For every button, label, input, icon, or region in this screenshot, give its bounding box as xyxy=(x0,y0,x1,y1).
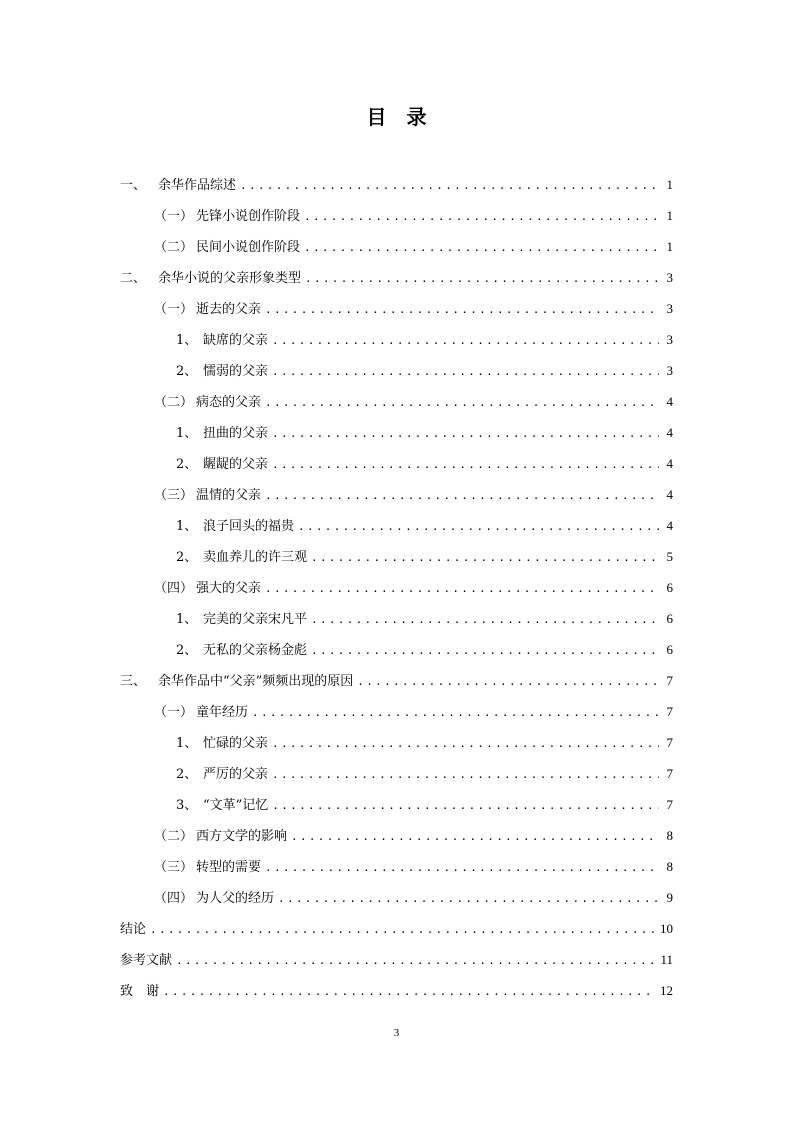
toc-entry-number: 2、 xyxy=(176,364,198,379)
toc-entry[interactable] xyxy=(120,944,673,975)
toc-entry-number: 3、 xyxy=(176,798,198,813)
toc-entry-page: 7 xyxy=(666,766,673,781)
toc-entry[interactable] xyxy=(120,913,673,944)
toc-entry-page: 7 xyxy=(666,704,673,719)
toc-dot-leader xyxy=(278,883,659,914)
toc-entry-text: 致 谢 xyxy=(120,984,160,999)
page-title xyxy=(0,101,793,130)
toc-entry-number: 2、 xyxy=(176,550,198,565)
toc-dot-leader xyxy=(272,418,659,449)
toc-entry-text: 逝去的父亲 xyxy=(196,302,262,317)
toc-entry-text: 转型的需要 xyxy=(196,860,262,875)
toc-entry-page: 1 xyxy=(666,177,673,192)
toc-entry-number: 1、 xyxy=(176,519,198,534)
toc-entry[interactable] xyxy=(120,789,673,820)
toc-entry[interactable] xyxy=(120,727,673,758)
toc-dot-leader xyxy=(265,480,659,511)
toc-entry-page: 10 xyxy=(660,921,673,936)
toc-entry-text: “文革”记忆 xyxy=(203,798,269,813)
toc-dot-leader xyxy=(305,263,659,294)
toc-entry[interactable] xyxy=(120,696,673,727)
toc-entry-page: 6 xyxy=(666,611,673,626)
toc-entry-page: 6 xyxy=(666,580,673,595)
toc-entry[interactable] xyxy=(120,572,673,603)
toc-entry[interactable] xyxy=(120,169,673,200)
toc-entry[interactable] xyxy=(120,603,673,634)
toc-entry-text: 民间小说创作阶段 xyxy=(196,240,301,255)
toc-entry[interactable] xyxy=(120,417,673,448)
toc-entry-page: 9 xyxy=(666,890,673,905)
toc-dot-leader xyxy=(163,976,656,1007)
toc-entry-number: （一） xyxy=(154,209,194,224)
toc-entry-text: 卖血养儿的许三观 xyxy=(203,550,308,565)
toc-entry[interactable] xyxy=(120,634,673,665)
toc-entry-page: 4 xyxy=(666,487,673,502)
toc-entry-number: 1、 xyxy=(176,426,198,441)
toc-entry-text: 缺席的父亲 xyxy=(203,333,269,348)
toc-dot-leader xyxy=(265,573,659,604)
toc-dot-leader xyxy=(272,325,659,356)
toc-entry-text: 余华小说的父亲形象类型 xyxy=(158,271,302,286)
toc-entry-page: 7 xyxy=(666,735,673,750)
toc-entry-number: 1、 xyxy=(176,736,198,751)
toc-entry-page: 5 xyxy=(666,549,673,564)
toc-entry-text: 参考文献 xyxy=(120,953,173,968)
toc-entry[interactable] xyxy=(120,882,673,913)
toc-dot-leader xyxy=(304,201,659,232)
toc-entry-number: 2、 xyxy=(176,643,198,658)
toc-entry-number: （二） xyxy=(154,829,194,844)
toc-dot-leader xyxy=(272,759,659,790)
toc-entry-page: 4 xyxy=(666,518,673,533)
title-char-1: 目 xyxy=(366,105,387,129)
toc-entry[interactable] xyxy=(120,975,673,1006)
toc-entry-page: 4 xyxy=(666,456,673,471)
toc-entry[interactable] xyxy=(120,541,673,572)
toc-entry-text: 强大的父亲 xyxy=(196,581,262,596)
toc-dot-leader xyxy=(357,666,659,697)
toc-entry-number: 1、 xyxy=(176,333,198,348)
toc-dot-leader xyxy=(150,914,656,945)
toc-entry-page: 8 xyxy=(666,859,673,874)
toc-dot-leader xyxy=(311,542,659,573)
toc-entry-number: （四） xyxy=(154,891,194,906)
toc-entry-page: 3 xyxy=(666,270,673,285)
toc-entry-page: 4 xyxy=(666,425,673,440)
toc-entry-page: 1 xyxy=(666,208,673,223)
page-number: 3 xyxy=(393,1027,400,1039)
toc-entry-number: 2、 xyxy=(176,457,198,472)
toc-entry-text: 余华作品中“父亲”频频出现的原因 xyxy=(158,674,354,689)
toc-entry-text: 浪子回头的福贵 xyxy=(203,519,295,534)
toc-entry[interactable] xyxy=(120,200,673,231)
toc-entry-page: 3 xyxy=(666,332,673,347)
toc-entry-text: 西方文学的影响 xyxy=(196,829,288,844)
toc-entry[interactable] xyxy=(120,293,673,324)
toc-entry-page: 8 xyxy=(666,828,673,843)
toc-entry[interactable] xyxy=(120,851,673,882)
toc-entry-number: （二） xyxy=(154,240,194,255)
toc-dot-leader xyxy=(240,170,659,201)
toc-entry-number: （四） xyxy=(154,581,194,596)
toc-dot-leader xyxy=(272,356,659,387)
toc-dot-leader xyxy=(272,449,659,480)
toc-entry-text: 龌龊的父亲 xyxy=(203,457,269,472)
toc-dot-leader xyxy=(311,604,659,635)
toc-dot-leader xyxy=(291,821,659,852)
toc-entry-page: 1 xyxy=(666,239,673,254)
toc-entry[interactable] xyxy=(120,510,673,541)
toc-entry-number: （一） xyxy=(154,302,194,317)
toc-entry-text: 完美的父亲宋凡平 xyxy=(203,612,308,627)
toc-entry-number: 一、 xyxy=(120,178,147,193)
toc-dot-leader xyxy=(298,511,659,542)
toc-entry[interactable] xyxy=(120,355,673,386)
toc-dot-leader xyxy=(304,232,659,263)
toc-entry-text: 懦弱的父亲 xyxy=(203,364,269,379)
toc-dot-leader xyxy=(272,728,659,759)
toc-entry-page: 3 xyxy=(666,301,673,316)
toc-entry-text: 温情的父亲 xyxy=(196,488,262,503)
toc-entry-text: 余华作品综述 xyxy=(158,178,237,193)
toc-entry-number: 2、 xyxy=(176,767,198,782)
toc-dot-leader xyxy=(252,697,659,728)
toc-entry-number: （二） xyxy=(154,395,194,410)
toc-entry-text: 童年经历 xyxy=(196,705,249,720)
toc-entry-page: 11 xyxy=(660,952,673,967)
toc-dot-leader xyxy=(311,635,659,666)
toc-entry-page: 12 xyxy=(660,983,673,998)
toc-entry-page: 4 xyxy=(666,394,673,409)
toc-entry[interactable] xyxy=(120,386,673,417)
table-of-contents xyxy=(120,169,673,1006)
toc-entry-number: 二、 xyxy=(120,271,147,286)
toc-entry[interactable] xyxy=(120,448,673,479)
toc-entry-text: 结论 xyxy=(120,922,147,937)
toc-entry-page: 7 xyxy=(666,673,673,688)
toc-entry-text: 为人父的经历 xyxy=(196,891,275,906)
toc-entry-page: 7 xyxy=(666,797,673,812)
toc-entry-number: （一） xyxy=(154,705,194,720)
toc-entry-text: 严厉的父亲 xyxy=(203,767,269,782)
toc-entry[interactable] xyxy=(120,231,673,262)
toc-dot-leader xyxy=(265,387,659,418)
toc-entry-text: 病态的父亲 xyxy=(196,395,262,410)
toc-entry-text: 忙碌的父亲 xyxy=(203,736,269,751)
toc-entry-text: 无私的父亲杨金彪 xyxy=(203,643,308,658)
toc-entry[interactable] xyxy=(120,758,673,789)
toc-entry-page: 6 xyxy=(666,642,673,657)
toc-entry-page: 3 xyxy=(666,363,673,378)
toc-dot-leader xyxy=(265,852,659,883)
toc-dot-leader xyxy=(176,945,656,976)
toc-entry-text: 先锋小说创作阶段 xyxy=(196,209,301,224)
toc-entry[interactable] xyxy=(120,820,673,851)
toc-entry[interactable] xyxy=(120,479,673,510)
toc-entry-number: 1、 xyxy=(176,612,198,627)
toc-dot-leader xyxy=(265,294,659,325)
toc-dot-leader xyxy=(272,790,659,821)
toc-entry-number: 三、 xyxy=(120,674,147,689)
toc-entry-number: （三） xyxy=(154,860,194,875)
toc-entry[interactable] xyxy=(120,665,673,696)
toc-entry-number: （三） xyxy=(154,488,194,503)
toc-entry-text: 扭曲的父亲 xyxy=(203,426,269,441)
toc-entry[interactable] xyxy=(120,262,673,293)
toc-entry[interactable] xyxy=(120,324,673,355)
title-char-2: 录 xyxy=(406,105,427,129)
